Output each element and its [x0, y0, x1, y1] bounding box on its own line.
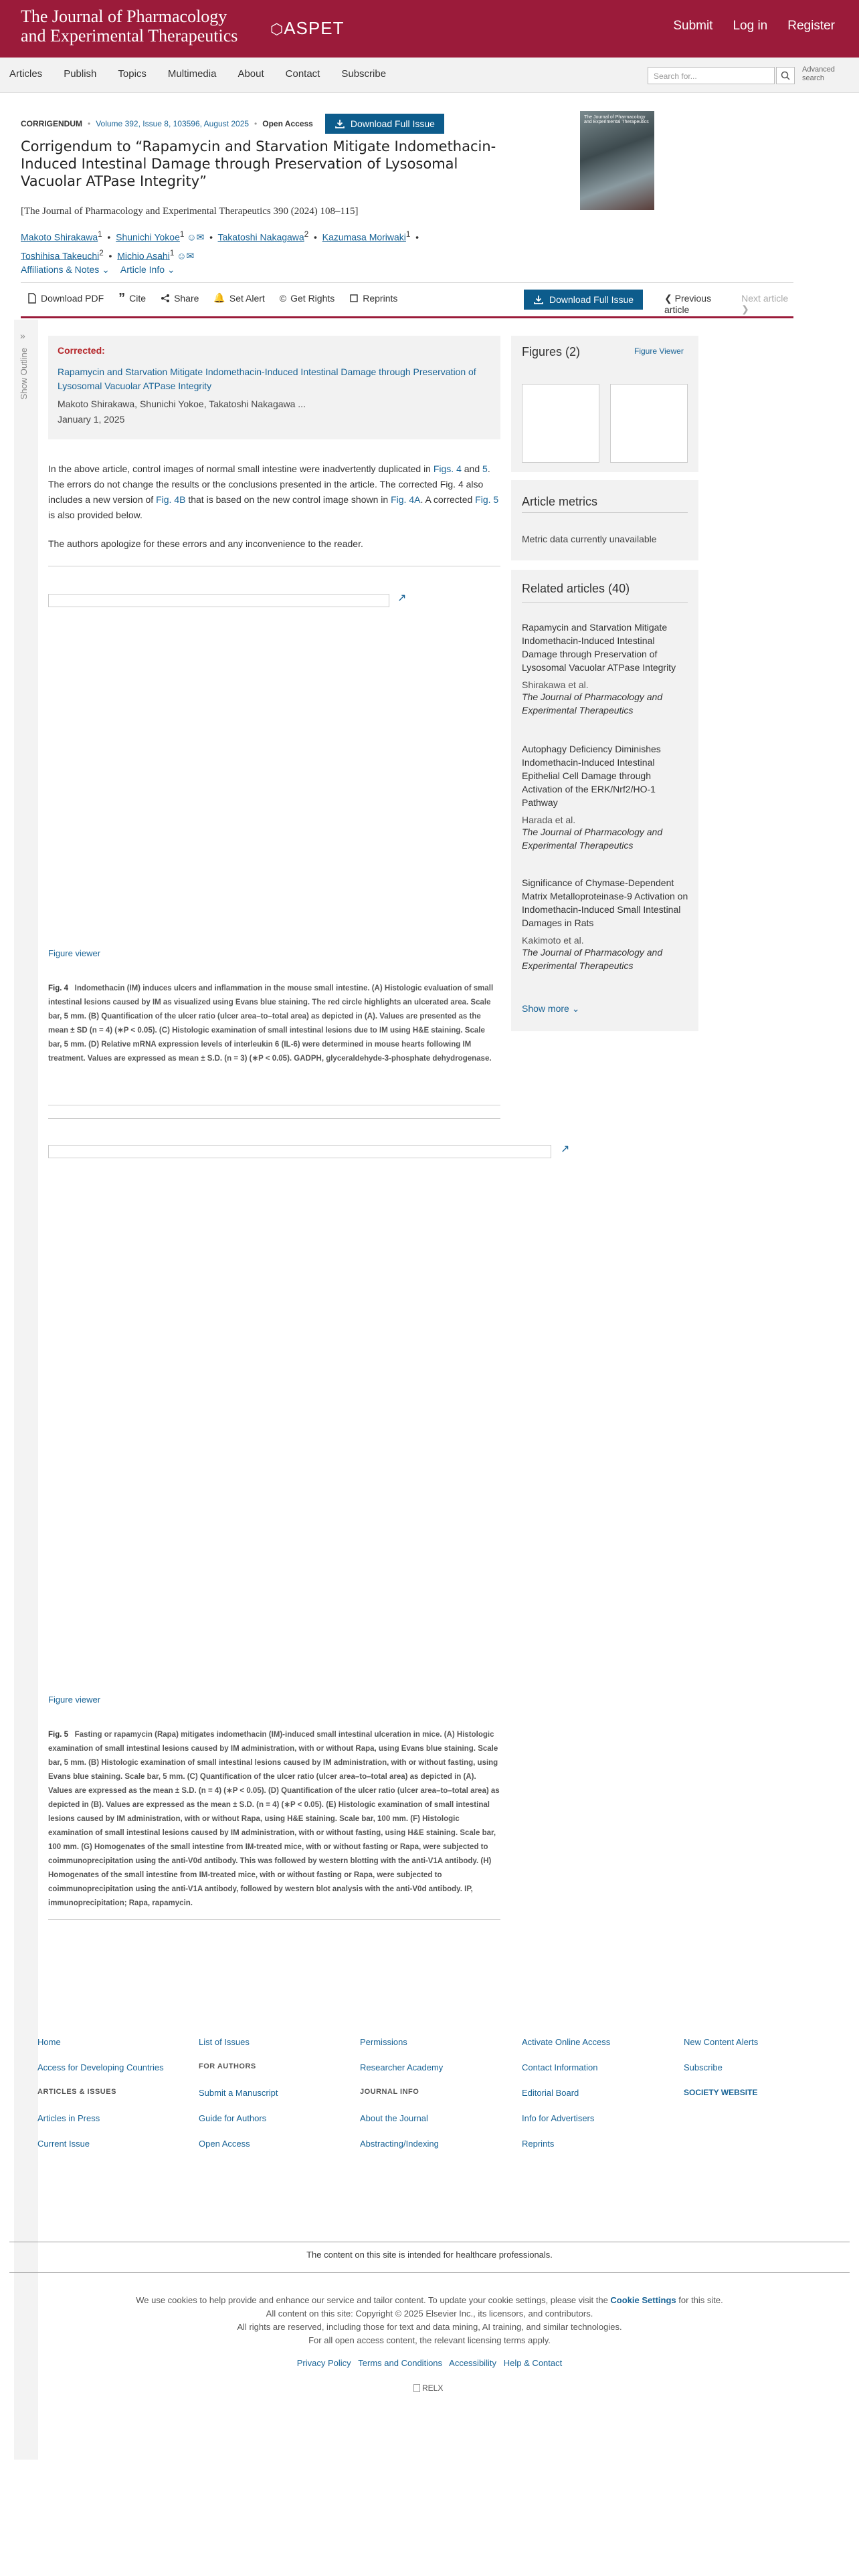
divider [9, 2272, 850, 2273]
figures-panel [511, 336, 698, 472]
footer-heading: JOURNAL INFO [360, 2088, 419, 2096]
corrigendum-paragraph: In the above article, control images of normal small intestine were inadvertently duplicated in Figs. 4 and 5. The errors do not change the results or the conclusions presented in the article. The corrected Fig. 4 also includes a new version of Fig. 4B that is based on the new control image shown in Fig. 4A. A corrected Fig. 5 is also provided below. [48, 463, 499, 520]
journal-logo-line1: The Journal of Pharmacology [21, 7, 227, 26]
divider [48, 1919, 500, 1920]
footer-society-website-link[interactable]: SOCIETY WEBSITE [684, 2088, 758, 2097]
show-more-button[interactable]: Show more ⌄ [522, 1003, 580, 1014]
footer-contact-info-link[interactable]: Contact Information [522, 2062, 598, 2072]
fig4-link[interactable]: Figs. 4 [433, 463, 462, 474]
chevron-right-icon: ❯ [741, 304, 749, 314]
related-article-item[interactable] [522, 621, 689, 717]
related-article-title: Significance of Chymase-Dependent Matrix Metalloproteinase-9 Activation on Indomethacin-Induced Small Intestinal Damages in Rats [522, 877, 688, 928]
terms-link[interactable]: Terms and Conditions [358, 2358, 443, 2368]
open-access-label: Open Access [262, 119, 313, 128]
previous-article-link[interactable]: ❮ Previous article [664, 293, 712, 315]
nav-contact[interactable]: Contact [285, 68, 320, 80]
cookie-notice: We use cookies to help provide and enhance our service and tailor content. To update your cookie settings, please visit the Cookie Settings for this site. [136, 2295, 723, 2305]
author-list: Makoto Shirakawa$^1$ • Shunichi Yokoe$^1$ ☺✉ • Takatoshi Nakagawa$^2$ • Kazumasa Moriwaki$^1$ • Toshihisa Takeuchi$^2$ • Michio Asahi$^1$ ☺✉ [21, 230, 419, 261]
footer-abstracting-link[interactable]: Abstracting/Indexing [360, 2139, 439, 2149]
register-link[interactable]: Register [787, 19, 835, 33]
footer-editorial-board-link[interactable]: Editorial Board [522, 2088, 579, 2098]
login-link[interactable]: Log in [733, 19, 768, 33]
reprint-icon [349, 294, 359, 303]
fig5-link[interactable]: 5 [482, 463, 488, 474]
footer-column-3 [360, 2037, 443, 2164]
figure-4-image[interactable] [48, 594, 389, 607]
author-link[interactable]: Makoto Shirakawa [21, 231, 98, 243]
author-link[interactable]: Shunichi Yokoe [116, 231, 180, 243]
footer-guide-authors-link[interactable]: Guide for Authors [199, 2113, 267, 2123]
broken-image-icon [413, 2384, 420, 2392]
footer-column-5 [684, 2037, 758, 2113]
figure-4-caption: Fig. 4 Indomethacin (IM) induces ulcers and inflammation in the mouse small intestine. (A) Histologic evaluation of small intestinal lesions caused by IM as visualized using Evans blue staining. The red circle highlights an ulcerated area. Scale bar, 5 mm. (B) Quantification of the ulcer ratio (ulcer area–to–total area) as depicted in (A). Values are presented as the mean ± SD (n = 4) (∗P < 0.05). (C) Histologic examination of small intestinal lesions due to IM using H&E staining. Scale bar, 5 mm. (D) Relative mRNA expression levels of interleukin 6 (IL-6) were determined in mouse hearts following IM treatment. Values are expressed as mean ± S.D. (n = 3) (∗P < 0.05). GADPH, glyceraldehyde-3-phosphate dehydrogenase. [48, 984, 494, 1063]
fig4a-link[interactable]: Fig. 4A [391, 494, 421, 505]
corrected-title-link[interactable]: Rapamycin and Starvation Mitigate Indomethacin-Induced Intestinal Damage through Preservation of Lysosomal Vacuolar ATPase Integrity [58, 366, 476, 391]
footer-activate-access-link[interactable]: Activate Online Access [522, 2037, 611, 2047]
download-icon [335, 118, 345, 129]
figure-thumbnail[interactable] [610, 384, 688, 463]
next-article-link[interactable]: Next article ❯ [741, 293, 789, 314]
healthcare-notice: The content on this site is intended for healthcare professionals. [306, 2250, 553, 2260]
related-article-item[interactable] [522, 742, 689, 852]
footer-articles-in-press-link[interactable]: Articles in Press [37, 2113, 100, 2123]
figure-viewer-link[interactable]: Figure Viewer [634, 346, 684, 356]
open-access-notice: For all open access content, the relevant licensing terms apply. [308, 2335, 551, 2345]
footer-column-1 [37, 2037, 164, 2164]
footer-column-2 [199, 2037, 278, 2164]
set-alert-button[interactable]: 🔔 Set Alert [213, 292, 265, 304]
email-icon: ✉ [186, 250, 195, 261]
nav-multimedia[interactable]: Multimedia [167, 68, 217, 80]
related-article-authors: Harada et al. [522, 815, 576, 825]
chevron-down-icon: ⌄ [571, 1003, 580, 1014]
footer-submit-manuscript-link[interactable]: Submit a Manuscript [199, 2088, 278, 2098]
quote-icon: ” [118, 290, 126, 306]
footer-developing-countries-link[interactable]: Access for Developing Countries [37, 2062, 164, 2072]
metrics-panel [511, 480, 698, 560]
search-input[interactable]: Search for... [648, 67, 775, 84]
copyright-notice: All content on this site: Copyright © 2025 Elsevier Inc., its licensors, and contributors. [266, 2309, 593, 2319]
fig4b-link[interactable]: Fig. 4B [156, 494, 186, 505]
corrected-authors: Makoto Shirakawa, Shunichi Yokoe, Takatoshi Nakagawa ... [58, 399, 306, 409]
share-button[interactable]: Share [161, 292, 199, 304]
double-chevron-icon[interactable]: » [20, 330, 25, 341]
footer-subscribe-link[interactable]: Subscribe [684, 2062, 723, 2072]
cover-title: The Journal of Pharmacology and Experimental Therapeutics [584, 115, 649, 124]
journal-cover-image[interactable] [580, 111, 654, 210]
person-icon: ☺ [187, 231, 197, 243]
related-title: Related articles (40) [522, 582, 630, 595]
figure-viewer-link[interactable]: Figure viewer [48, 1695, 101, 1705]
figure-5-image[interactable] [48, 1145, 551, 1158]
download-issue-label: Download Full Issue [350, 118, 435, 129]
journal-logo-line2: and Experimental Therapeutics [21, 26, 238, 45]
footer-permissions-link[interactable]: Permissions [360, 2037, 407, 2047]
footer-researcher-academy-link[interactable]: Researcher Academy [360, 2062, 444, 2072]
accessibility-link[interactable]: Accessibility [449, 2358, 496, 2368]
search-button[interactable] [776, 67, 795, 84]
footer-about-journal-link[interactable]: About the Journal [360, 2113, 428, 2123]
footer-list-of-issues-link[interactable]: List of Issues [199, 2037, 250, 2047]
expand-icon[interactable]: ↗ [561, 1144, 570, 1155]
nav-about[interactable]: About [237, 68, 264, 80]
author-link[interactable]: Kazumasa Moriwaki [322, 231, 406, 243]
divider [48, 1118, 500, 1119]
article-type: CORRIGENDUM [21, 119, 82, 128]
footer-open-access-link[interactable]: Open Access [199, 2139, 250, 2149]
rights-notice: All rights are reserved, including those for text and data mining, AI training, and similar technologies. [237, 2322, 622, 2332]
apology-paragraph: The authors apologize for these errors and any inconvenience to the reader. [48, 538, 363, 549]
related-article-authors: Kakimoto et al. [522, 935, 584, 946]
author-link[interactable]: Toshihisa Takeuchi [21, 250, 100, 261]
bell-icon: 🔔 [213, 292, 225, 303]
footer-heading: ARTICLES & ISSUES [37, 2088, 116, 2096]
privacy-policy-link[interactable]: Privacy Policy [296, 2358, 351, 2368]
chevron-left-icon: ❮ [664, 293, 672, 304]
aspet-logo[interactable]: ⬡ASPET [270, 18, 345, 38]
site-header [0, 0, 859, 58]
author-link[interactable]: Takatoshi Nakagawa [217, 231, 304, 243]
original-citation: [The Journal of Pharmacology and Experimental Therapeutics 390 (2024) 108–115] [21, 206, 359, 217]
corrected-label: Corrected: [58, 345, 105, 356]
fig5-link[interactable]: Fig. 5 [475, 494, 499, 505]
show-outline-toggle[interactable]: Show Outline [19, 348, 29, 400]
footer-home-link[interactable]: Home [37, 2037, 61, 2047]
related-article-journal: The Journal of Pharmacology and Experimental Therapeutics [522, 827, 663, 851]
related-article-title: Autophagy Deficiency Diminishes Indomethacin-Induced Intestinal Epithelial Cell Damage through Activation of the ERK/Nrf2/HO-1 Pathway [522, 744, 661, 808]
figure-viewer-link[interactable]: Figure viewer [48, 948, 101, 958]
footer-content-alerts-link[interactable]: New Content Alerts [684, 2037, 759, 2047]
footer-current-issue-link[interactable]: Current Issue [37, 2139, 90, 2149]
affiliations-toggle[interactable]: Affiliations & Notes ⌄ [21, 264, 110, 275]
help-contact-link[interactable]: Help & Contact [503, 2358, 563, 2368]
chevron-down-icon: ⌄ [167, 264, 175, 275]
footer-advertisers-link[interactable]: Info for Advertisers [522, 2113, 595, 2123]
journal-logo[interactable] [21, 7, 237, 45]
chevron-down-icon: ⌄ [102, 264, 110, 275]
pdf-icon [27, 293, 37, 304]
figure-thumbnail[interactable] [522, 384, 599, 463]
reprints-button[interactable]: Reprints [349, 292, 397, 304]
nav-articles[interactable]: Articles [9, 68, 43, 80]
submit-link[interactable]: Submit [673, 19, 713, 33]
volume-link[interactable]: Volume 392, Issue 8, 103596, August 2025 [96, 119, 250, 128]
figure-5-label: Fig. 5 [48, 1731, 69, 1739]
expand-icon[interactable]: ↗ [397, 593, 407, 604]
download-icon [533, 294, 544, 305]
footer-reprints-link[interactable]: Reprints [522, 2139, 555, 2149]
cite-button[interactable]: ” Cite [118, 290, 147, 306]
toolbar-download-issue-button[interactable]: Download Full Issue [524, 290, 643, 310]
divider [522, 512, 688, 513]
corrected-date: January 1, 2025 [58, 414, 125, 425]
metrics-text: Metric data currently unavailable [522, 534, 657, 544]
author-link[interactable]: Michio Asahi [117, 250, 170, 261]
download-issue-button[interactable] [325, 114, 444, 134]
share-icon [161, 294, 170, 303]
outline-sidebar [14, 320, 38, 2460]
related-article-authors: Shirakawa et al. [522, 679, 589, 690]
person-icon: ☺ [177, 250, 187, 261]
header-links [673, 19, 835, 33]
email-icon: ✉ [196, 231, 205, 243]
related-article-journal: The Journal of Pharmacology and Experimental Therapeutics [522, 947, 663, 971]
figure-4-label: Fig. 4 [48, 984, 69, 992]
divider [522, 602, 688, 603]
related-article-title: Rapamycin and Starvation Mitigate Indomethacin-Induced Intestinal Damage through Preservation of Lysosomal Vacuolar ATPase Integrity [522, 622, 676, 673]
nav-topics[interactable]: Topics [118, 68, 147, 80]
footer-heading: FOR AUTHORS [199, 2062, 256, 2070]
nav-subscribe[interactable]: Subscribe [341, 68, 387, 80]
article-toolbar [21, 282, 793, 318]
article-info-links [21, 264, 175, 276]
footer-legal-links [0, 2358, 859, 2368]
article-info-toggle[interactable]: Article Info ⌄ [120, 264, 175, 275]
article-meta: CORRIGENDUM • Volume 392, Issue 8, 103596, August 2025 • Open Access Download Full Issue [21, 114, 444, 134]
cookie-settings-link[interactable]: Cookie Settings [610, 2295, 676, 2305]
relx-logo[interactable]: RELX [413, 2383, 443, 2393]
article-title: Corrigendum to “Rapamycin and Starvation Mitigate Indomethacin-Induced Intestinal Damage through Preservation of Lysosomal Vacuolar ATPase Integrity” [21, 138, 496, 189]
nav-publish[interactable]: Publish [64, 68, 97, 80]
footer-column-4 [522, 2037, 610, 2164]
figure-5-caption: Fig. 5 Fasting or rapamycin (Rapa) mitigates indomethacin (IM)-induced small intestinal ulceration in mice. (A) Histologic examination of small intestinal lesions caused by IM administration, with or without Rapa, using Evans blue staining. Scale bar, 5 mm. (B) Histologic examination of small intestinal lesions caused by IM administration, with or without fasting, using Evans blue staining. Scale bar, 5 mm. (C) Quantification of the ulcer ratio (ulcer area–to–total area) as depicted in (A). Values are expressed as the mean ± S.D. (n = 4) (∗P < 0.05). (D) Quantification of the ulcer ratio (ulcer area–to–total area) as depicted in (B). Values are expressed as the mean ± S.D. (n = 4) (∗P < 0.05). (E) Histologic examination of small intestinal lesions caused by IM administration, with or without Rapa, using H&E staining. Scale bar, 100 mm. (F) Histologic examination of small intestinal lesions caused by IM administration, with or without fasting, using H&E staining. Scale bar, 100 mm. (G) Homogenates of the small intestine from IM-treated mice, with or without fasting or Rapa, were subjected to coimmunoprecipitation using the anti-V0d antibody. This was followed by western blotting with the anti-V1A antibody. (H) Homogenates of the small intestine from IM-treated mice, with or without fasting or Rapa, were subjected to coimmunoprecipitation using the anti-V1A antibody, followed by western blot analysis with the anti-V0d antibody. IP, immunoprecipitation; Rapa, rapamycin. [48, 1731, 500, 1907]
search-icon [781, 71, 790, 80]
metrics-title: Article metrics [522, 495, 598, 508]
copyright-icon: © [279, 292, 287, 304]
corrected-article-box [48, 336, 500, 439]
figures-title: Figures (2) [522, 345, 581, 358]
advanced-search-link[interactable]: Advanced search [802, 66, 835, 82]
related-article-item[interactable] [522, 876, 689, 972]
related-articles-panel [511, 570, 698, 1031]
download-pdf-button[interactable]: Download PDF [27, 292, 104, 304]
related-article-journal: The Journal of Pharmacology and Experimental Therapeutics [522, 691, 663, 716]
get-rights-button[interactable]: © Get Rights [279, 292, 335, 304]
